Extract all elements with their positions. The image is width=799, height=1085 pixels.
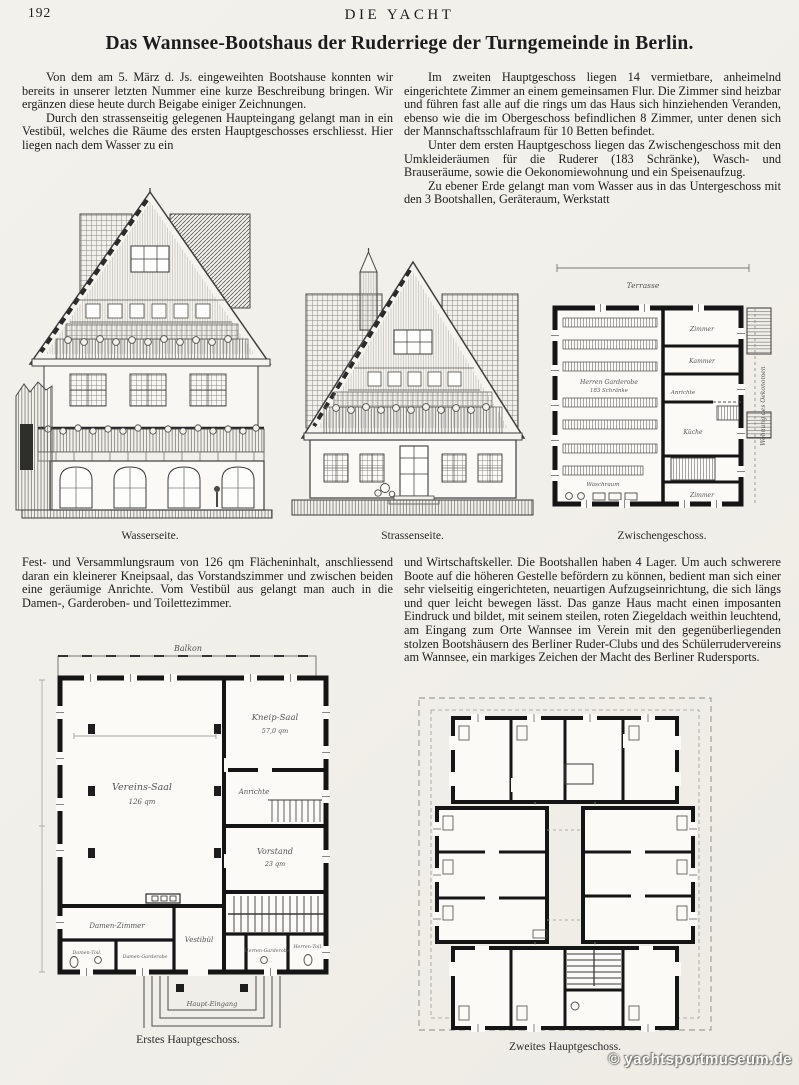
caption-second-floor: Zweites Hauptgeschoss. xyxy=(508,1040,622,1053)
room-label-damentoil: Damen-Toil. xyxy=(72,951,102,956)
watermark: © yachtsportmuseum.de xyxy=(608,1051,792,1068)
room-label-zimmer1: Zimmer xyxy=(690,326,714,333)
room-label-kneipsaal-qm: 57,0 qm xyxy=(261,727,289,735)
streetside-drawing xyxy=(290,248,535,520)
paragraph: Von dem am 5. März d. Js. eingeweihten Bootshause konnten wir bereits in unserer letzten Nummer eine kurze Beschreibung bringen. Wir ergänzen diese heute durch Beigabe einiger Zeichnungen. xyxy=(22,70,393,112)
room-label-vereinssaal: Vereins-Saal xyxy=(112,782,172,793)
room-label-haupteingang: Haupt-Eingang xyxy=(186,1000,238,1008)
paragraph: Durch den strassenseitig gelegenen Haupteingang gelangt man in ein Vestibül, welches die Räume des ersten Hauptgeschosses erschliesst. Hier liegen nach dem Wasser zu ein xyxy=(22,110,393,152)
mezzanine-plan-drawing xyxy=(543,252,781,520)
figure-waterside-elevation xyxy=(14,188,286,520)
caption-waterside: Wasserseite. xyxy=(121,529,179,542)
room-label-anrichte: Anrichte xyxy=(238,788,270,796)
caption-streetside: Strassenseite. xyxy=(381,529,444,542)
room-label-kueche: Küche xyxy=(683,429,703,436)
first-floor-plan-drawing xyxy=(28,640,348,1028)
second-floor-plan-drawing xyxy=(415,690,715,1038)
room-label-vestibuel: Vestibül xyxy=(184,936,214,944)
room-label-kammer: Kammer xyxy=(689,358,715,365)
paragraph: Zu ebener Erde gelangt man vom Wasser aus in das Untergeschoss mit den 3 Bootshallen, Geräteraum, Werkstatt xyxy=(404,178,781,207)
paragraph: Unter dem ersten Hauptgeschoss liegen das Zwischengeschoss mit den Umkleideräumen für die Ruderer (183 Schränke), Wasch- und Brauseräume, sowie die Oekonomiewohnung und ein Speisenaufzug. xyxy=(404,137,781,180)
paragraph: Im zweiten Hauptgeschoss liegen 14 vermietbare, anheimelnd eingerichtete Zimmer an einem gemeinsamen Flur. Die Zimmer sind heizbar und führen fast alle auf die rings um das Haus sich hinziehenden Veranden, ebenso wie die im Obergeschoss befindlichen 8 Zimmer, unter denen sich der Mannschaftsschlafraum für 10 Betten befindet. xyxy=(404,70,781,139)
figure-second-floor-plan xyxy=(415,690,715,1038)
room-label-damenzimmer: Damen-Zimmer xyxy=(89,922,145,930)
text-column-left-top xyxy=(22,71,393,153)
room-label-herrentoil: Herren-Toil. xyxy=(293,945,323,950)
text-column-right-bottom xyxy=(404,556,781,665)
room-label-herrengarderobe: Herren-Garderobe xyxy=(244,949,290,954)
caption-first-floor: Erstes Hauptgeschoss. xyxy=(136,1033,240,1046)
room-label-balkon: Balkon xyxy=(173,644,203,653)
text-column-left-bottom xyxy=(22,556,393,610)
room-label-kneipsaal: Kneip-Saal xyxy=(251,713,299,723)
page-number: 192 xyxy=(28,5,52,20)
room-label-vorstand: Vorstand xyxy=(256,847,294,856)
room-label-garderobe: Herren Garderobe xyxy=(579,379,639,386)
annotation-wohnung: Wohnung des Oekonomen xyxy=(760,366,767,446)
caption-mezzanine: Zwischengeschoss. xyxy=(617,529,707,542)
figure-streetside-elevation xyxy=(290,248,535,520)
figure-first-floor-plan xyxy=(28,640,348,1028)
article-headline: Das Wannsee-Bootshaus der Ruderriege der Turngemeinde in Berlin. xyxy=(105,33,694,54)
room-label-anrichte: Anrichte xyxy=(670,390,696,396)
room-label-waschraum: Waschraum xyxy=(586,482,620,488)
paragraph: und Wirtschaftskeller. Die Bootshallen haben 4 Lager. Um auch schwerere Boote auf die höheren Gestelle befördern zu können, bedient man sich einer sehr vielseitig eingerichteten, neuartigen Aufzugseinrichtung, die sich längs und quer leicht bewegen lässt. Das ganze Haus macht einen imposanten Eindruck und bildet, mit seinem steilen, roten Ziegeldach weithin leuchtend, am Eingang zum Orte Wannsee im Verein mit den gegenüberliegenden stolzen Bootshäusern des Berliner Ruder-Clubs und des Schülerrudervereins am Wannsee, ein markiges Zeichen der Macht des Berliner Rudersports. xyxy=(404,555,781,665)
text-column-right-top xyxy=(404,71,781,207)
room-label-garderobe-count: 183 Schränke xyxy=(590,388,628,394)
room-label-vorstand-qm: 23 qm xyxy=(264,860,286,868)
waterside-drawing xyxy=(14,188,286,520)
room-label-zimmer2: Zimmer xyxy=(690,492,714,499)
room-label-terrasse: Terrasse xyxy=(626,281,660,290)
masthead-title: DIE YACHT xyxy=(344,7,455,23)
figure-mezzanine-plan xyxy=(543,252,781,520)
room-label-vereinssaal-qm: 126 qm xyxy=(128,798,156,806)
paragraph: Fest- und Versammlungsraum von 126 qm Flächeninhalt, anschliessend daran ein kleinerer Kneipsaal, das Vorstandszimmer und zwischen beiden eine geräumige Anrichte. Vom Vestibül aus gelangt man auch in die Damen-, Garderoben- und Toilettezimmer. xyxy=(22,555,393,610)
room-label-damengarderobe: Damen-Garderobe xyxy=(122,955,168,960)
